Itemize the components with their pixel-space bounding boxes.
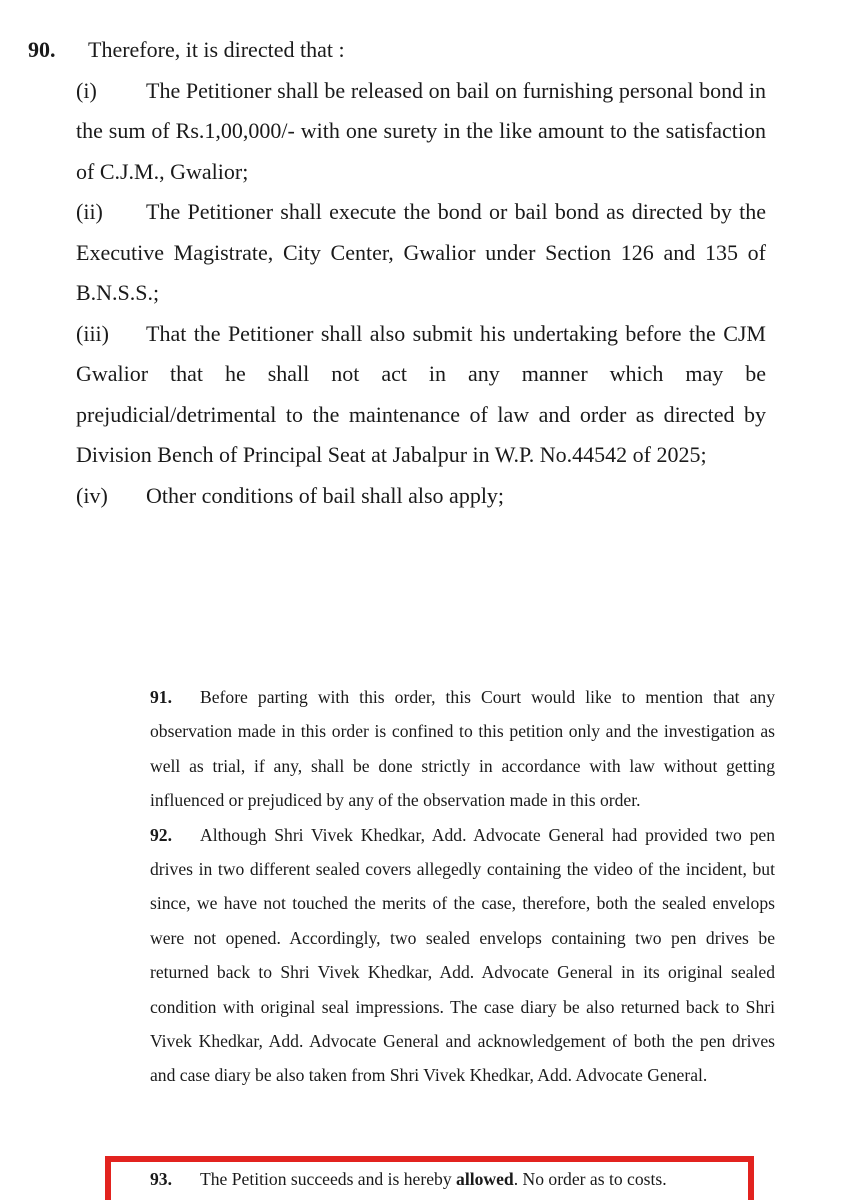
direction-text: The Petitioner shall be released on bail on furnishing personal bond in the sum of Rs.1,00,000/- with one surety in the like amount to the satisfaction of C.J.M., Gwalior; [76, 77, 766, 184]
paragraph-93-text-after: . No order as to costs. [513, 1169, 667, 1189]
paragraph-91 [150, 680, 775, 818]
paragraph-93 [150, 1162, 775, 1196]
paragraph-91-text: Before parting with this order, this Court would like to mention that any observation made in this order is confined to this petition only and the investigation as well as trial, if any, shall be done strictly in accordance with law without getting influenced or prejudiced by any of the observation made in this order. [150, 687, 775, 811]
paragraph-92-text: Although Shri Vivek Khedkar, Add. Advocate General had provided two pen drives in two different sealed covers allegedly containing the video of the incident, but since, we have not touched the merits of the case, therefore, both the sealed envelops were not opened. Accordingly, two sealed envelops containing two pen drives be returned back to Shri Vivek Khedkar, Add. Advocate General in its original sealed condition with original seal impressions. The case diary be also returned back to Shri Vivek Khedkar, Add. Advocate General and acknowledgement of both the pen drives and case diary be also taken from Shri Vivek Khedkar, Add. Advocate General. [150, 824, 775, 1086]
allowed-emphasis: allowed [456, 1169, 514, 1189]
paragraphs-91-92 [150, 680, 775, 1093]
paragraph-90-heading [28, 30, 766, 71]
paragraph-number: 90. [28, 37, 56, 62]
roman-numeral: (i) [76, 77, 97, 103]
direction-text: The Petitioner shall execute the bond or bail bond as directed by the Executive Magistrate, City Center, Gwalior under Section 126 and 135 of B.N.S.S.; [76, 199, 766, 305]
direction-item-ii [76, 192, 766, 314]
paragraph-90 [28, 30, 766, 516]
direction-item-i [76, 71, 766, 193]
direction-text: That the Petitioner shall also submit his undertaking before the CJM Gwalior that he shall not act in any manner which may be prejudicial/detrimental to the maintenance of law and order as directed by Division Bench of Principal Seat at Jabalpur in W.P. No.44542 of 2025; [76, 320, 766, 467]
direction-item-iv [76, 476, 766, 517]
paragraph-number: 93. [150, 1169, 172, 1189]
paragraph-90-intro: Therefore, it is directed that : [88, 37, 345, 62]
paragraph-number: 92. [150, 824, 172, 845]
paragraph-92 [150, 818, 775, 1093]
roman-numeral: (ii) [76, 199, 103, 224]
roman-numeral: (iv) [76, 482, 108, 508]
paragraph-number: 91. [150, 687, 172, 707]
direction-item-iii [76, 314, 766, 476]
roman-numeral: (iii) [76, 320, 109, 346]
paragraph-93-text-before: The Petition succeeds and is hereby [200, 1169, 452, 1189]
direction-text: Other conditions of bail shall also apply; [146, 482, 505, 508]
